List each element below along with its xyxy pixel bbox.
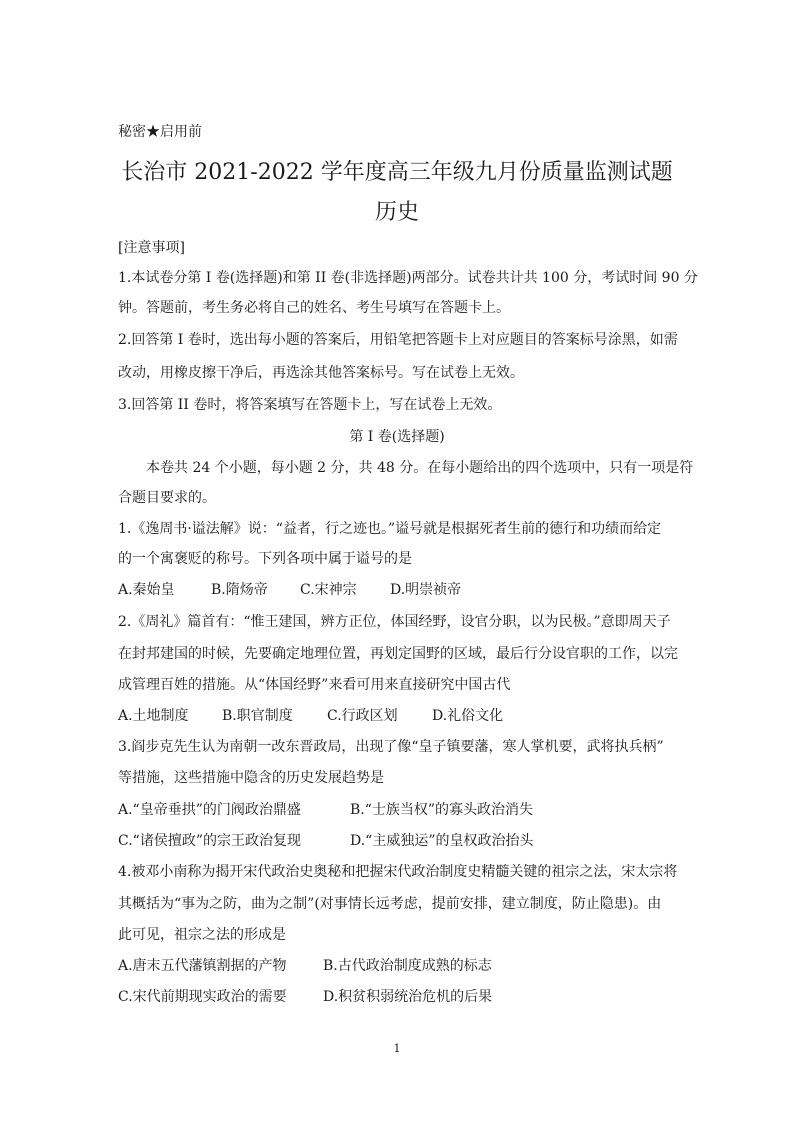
notice-heading: [注意事项] (118, 240, 185, 256)
question-4-option-c: C.宋代前期现实政治的需要 (118, 989, 287, 1005)
subject-title: 历史 (374, 200, 419, 225)
question-3-text: 等措施，这些措施中隐含的历史发展趋势是 (118, 770, 384, 786)
question-4-text: 此可见，祖宗之法的形成是 (118, 927, 286, 943)
question-3-option-d: D.“主威独运”的皇权政治抬头 (350, 833, 534, 849)
question-3-text: 3.阎步克先生认为南朝一改东晋政局，出现了像“皇子镇要藩，寒人掌机要，武将执兵柄” (118, 739, 664, 755)
question-4-text: 4.被邓小南称为揭开宋代政治史奥秘和把握宋代政治制度史精髓关键的祖宗之法，宋太宗将 (118, 864, 678, 880)
question-2-option-b: B.职官制度 (222, 708, 293, 724)
question-1-text: 1.《逸周书·谥法解》说：“益者，行之迹也。”谥号就是根据死者生前的德行和功绩而给定 (118, 521, 662, 537)
question-4-option-a: A.唐末五代藩镇割据的产物 (118, 958, 287, 974)
section-intro: 本卷共 24 个小题，每小题 2 分，共 48 分。在每小题给出的四个选项中，只有一项是符 (146, 460, 694, 476)
question-2-text: 成管理百姓的措施。从“体国经野”来看可用来直接研究中国古代 (118, 677, 511, 693)
question-1-option-b: B.隋炀帝 (211, 582, 268, 598)
notice-line: 2.回答第 I 卷时，选出每小题的答案后，用铅笔把答题卡上对应题目的答案标号涂黑，如需 (118, 332, 678, 348)
question-2-text: 2.《周礼》篇首有：“惟王建国，辨方正位，体国经野，设官分职，以为民极。”意即周天子 (118, 614, 671, 630)
question-1-option-c: C.宋神宗 (300, 582, 357, 598)
page-number: 1 (393, 1042, 401, 1055)
question-3-option-c: C.“诸侯擅政”的宗王政治复现 (118, 833, 301, 849)
question-1-option-d: D.明崇祯帝 (390, 582, 462, 598)
question-4-option-b: B.古代政治制度成熟的标志 (323, 958, 492, 974)
confidential-mark: 秘密★启用前 (118, 124, 202, 140)
exam-title: 长治市 2021-2022 学年度高三年级九月份质量监测试题 (121, 160, 673, 185)
notice-line: 改动，用橡皮擦干净后，再选涂其他答案标号。写在试卷上无效。 (118, 365, 524, 381)
question-1-text: 的一个寓褒贬的称号。下列各项中属于谥号的是 (118, 551, 412, 567)
section-intro: 合题目要求的。 (118, 490, 216, 506)
question-2-option-a: A.土地制度 (118, 708, 189, 724)
question-2-option-d: D.礼俗文化 (432, 708, 504, 724)
notice-line: 3.回答第 II 卷时，将答案填写在答题卡上，写在试卷上无效。 (118, 397, 502, 413)
notice-line: 钟。答题前，考生务必将自己的姓名、考生号填写在答题卡上。 (118, 300, 510, 316)
question-2-text: 在封邦建国的时候，先要确定地理位置，再划定国野的区域，最后行分设官职的工作，以完 (118, 646, 678, 662)
section-title: 第 I 卷(选择题) (349, 429, 445, 445)
question-1-option-a: A.秦始皇 (118, 582, 175, 598)
question-4-option-d: D.积贫积弱统治危机的后果 (323, 989, 493, 1005)
question-2-option-c: C.行政区划 (327, 708, 398, 724)
question-3-option-a: A.“皇帝垂拱”的门阀政治鼎盛 (118, 802, 301, 818)
question-4-text: 其概括为“事为之防，曲为之制”(对事情长远考虑，提前安排，建立制度，防止隐患)。由 (118, 896, 662, 912)
question-3-option-b: B.“士族当权”的寡头政治消失 (350, 802, 534, 818)
notice-line: 1.本试卷分第 I 卷(选择题)和第 II 卷(非选择题)两部分。试卷共计共 100 分，考试时间 90 分 (118, 270, 698, 286)
